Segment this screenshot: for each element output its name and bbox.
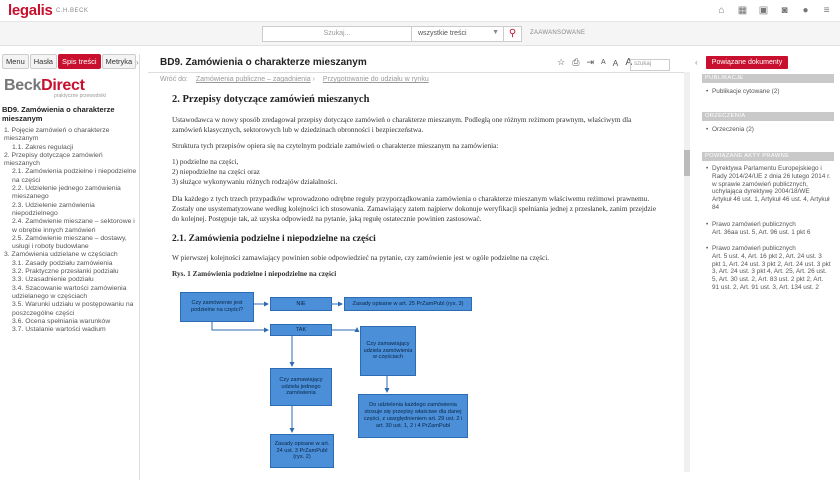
- document-area: [148, 54, 688, 480]
- paragraph: Ustawodawca w nowy sposób zredagował przepisy dotyczące zamówień o charakterze mieszanym. Podległą one różnym reżimom prawnym, właściwym dla zamówień klasycznych, sektorowych lub w dziedzinach obronności i bezpieczeństwa.: [172, 115, 632, 134]
- toc-item[interactable]: 2. Przepisy dotyczące zamówień mieszanych: [4, 151, 103, 168]
- diagram-result-box-1: Do udzielenia każdego zamówienia stosuje się przepisy właściwe dla danej części, z uwzględnieniem art. 29 ust. 2 i art. 30 ust. 1, 2 i 4 PrZamPubl: [358, 394, 468, 438]
- left-tabs: [0, 54, 139, 69]
- enumeration-list: [172, 157, 660, 187]
- user-icon[interactable]: ●: [802, 5, 809, 16]
- toc-item[interactable]: 1.1. Zakres regulacji: [12, 143, 74, 151]
- toc-item[interactable]: niepodzielnego: [12, 209, 58, 217]
- font-medium-icon[interactable]: A: [612, 57, 619, 68]
- diagram-tak-box: TAK: [270, 324, 332, 336]
- toc-item[interactable]: na części: [12, 176, 41, 184]
- toc-item[interactable]: w obrębie innych zamówień: [12, 226, 96, 234]
- advanced-search-link[interactable]: ZAAWANSOWANE: [530, 30, 586, 36]
- chevron-right-icon[interactable]: ›: [136, 58, 139, 67]
- print-icon[interactable]: ⎙: [572, 57, 580, 67]
- top-bar: [0, 0, 840, 22]
- sidebar-link-text: Prawo zamówień publicznych Art. 5 ust. 4, Art. 16 pkt 2, Art. 24 ust. 3 pkt 1, Art. 24 ust. 3 pkt 2, Art. 24 ust. 3 pkt 3, Art. 24 ust. 3 pkt 4, Art. 25, Art. 26 ust. 5, Art. 30 ust. 2, Art. 83 ust. 2 pkt 2, Art. 91 ust. 2, Art. 91 ust. 3, Art. 134 ust. 2: [712, 245, 831, 291]
- toc-item[interactable]: 2.1. Zamówienia podzielne i niepodzielne: [12, 168, 137, 176]
- toc-item[interactable]: 3.5. Warunki udziału w postępowaniu na: [12, 301, 134, 309]
- breadcrumb-link-2[interactable]: Przygotowanie do udziału w rynku: [322, 76, 429, 83]
- search-bar: [0, 22, 840, 46]
- diagram-question-box: Czy zamówienie jest podzielne na części?: [180, 292, 254, 322]
- toc-item[interactable]: mieszanym: [4, 135, 39, 143]
- toc-item[interactable]: 3.2. Praktyczne przesłanki podziału: [12, 268, 119, 276]
- list-item: 2) niepodzielne na części oraz: [172, 167, 260, 176]
- toc-item[interactable]: usługi i roboty budowlane: [12, 243, 89, 251]
- scrollbar-thumb[interactable]: [684, 150, 690, 176]
- logo-subtitle: C.H.BECK: [56, 8, 89, 14]
- search-icon: ⚲: [508, 28, 517, 39]
- sidebar-link-text: Dyrektywa Parlamentu Europejskiego i Rady 2014/24/UE z dnia 26 lutego 2014 r. w sprawie zamówień publicznych, uchylająca dyrektywę 2004/18/WE Artykuł 46 ust. 1, Artykuł 46 ust. 4, Artykuł 84: [712, 165, 831, 211]
- toc-item[interactable]: 3. Zamówienia udzielane w częściach: [4, 251, 118, 259]
- sidebar-link[interactable]: • Orzeczenia (2): [706, 126, 832, 134]
- menu-icon[interactable]: ≡: [823, 5, 830, 16]
- toc-item[interactable]: 2.3. Udzielenie zamówienia: [12, 201, 95, 209]
- tab-1[interactable]: Hasła: [30, 54, 57, 69]
- toc-item[interactable]: 3.1. Zasady podziału zamówienia: [12, 259, 113, 267]
- beck-logo-part: Beck: [4, 77, 42, 94]
- toc-item[interactable]: 3.4. Szacowanie wartości zamówienia: [12, 284, 127, 292]
- breadcrumb: Wróć do: Zamówienia publiczne – zagadnienia › Przygotowanie do udziału w rynku: [160, 76, 429, 83]
- top-icons: [716, 5, 832, 16]
- diagram-question-box-2: Czy zamawiający udziela zamówienia w częściach: [360, 326, 416, 376]
- sidebar-link-text: Orzeczenia (2): [712, 126, 754, 133]
- paragraph: Struktura tych przepisów opiera się na czytelnym podziale zamówień o charakterze mieszanym na zamówienia:: [172, 141, 499, 150]
- chevron-down-icon: ▼: [492, 29, 499, 36]
- toc-item[interactable]: 1. Pojęcie zamówień o charakterze: [4, 127, 110, 134]
- sidebar-link-text: Publikacje cytowane (2): [712, 88, 780, 95]
- search-scope-value: wszystkie treści: [418, 30, 467, 37]
- subsection-title: 2.1. Zamówienia podzielne i niepodzielne na części: [172, 234, 376, 244]
- document-title: BD9. Zamówienia o charakterze mieszanym: [160, 57, 367, 68]
- section-title: 2. Przepisy dotyczące zamówień mieszanych: [172, 94, 370, 105]
- sidebar-link-text: Prawo zamówień publicznych Art. 36aa ust. 5, Art. 96 ust. 1 pkt 6: [712, 221, 811, 236]
- figure-caption: Rys. 1 Zamówienia podzielne i niepodzielne na części: [172, 269, 337, 278]
- diagram-nie-box: NIE: [270, 297, 332, 311]
- document-content: [172, 94, 660, 278]
- search-scope-select[interactable]: [412, 26, 504, 42]
- sidebar-link[interactable]: • Prawo zamówień publicznych Art. 5 ust. 4, Art. 16 pkt 2, Art. 24 ust. 3 pkt 1, Art. 24 ust. 3 pkt 2, Art. 24 ust. 3 pkt 3, Art. 24 ust. 3 pkt 4, Art. 25, Art. 26 ust. 5, Art. 30 ust. 2, Art. 83 ust. 2 pkt 2, Art. 91 ust. 2, Art. 91 ust. 3, Art. 134 ust. 2: [706, 245, 831, 291]
- list-item: 3) służące wykonywaniu różnych rodzajów działalności.: [172, 177, 338, 186]
- toc-item[interactable]: 3.7. Ustalanie wartości wadium: [12, 326, 106, 334]
- search-button[interactable]: [504, 26, 522, 42]
- export-icon[interactable]: ⇥: [586, 57, 594, 67]
- document-toolbar: [557, 57, 632, 68]
- sidebar-link[interactable]: • Dyrektywa Parlamentu Europejskiego i Rady 2014/24/UE z dnia 26 lutego 2014 r. w sprawie zamówień publicznych, uchylająca dyrektywę 2004/18/WE Artykuł 46 ust. 1, Artykuł 46 ust. 4, Artykuł 84: [706, 165, 831, 211]
- toc-item[interactable]: 3.3. Uzasadnienie podziału: [12, 276, 94, 284]
- table-of-contents: [0, 127, 139, 334]
- breadcrumb-link-1[interactable]: Zamówienia publiczne – zagadnienia: [195, 76, 311, 83]
- toc-title[interactable]: BD9. Zamówienia o charakterze mieszanym: [2, 105, 115, 123]
- header-divider: [148, 72, 688, 73]
- section-header-orzeczenia[interactable]: ORZECZENIA: [702, 112, 834, 121]
- section-header-akty-prawne[interactable]: POWIĄZANE AKTY PRAWNE: [702, 152, 834, 161]
- search-input[interactable]: Szukaj...: [262, 26, 412, 42]
- section-header-publikacje[interactable]: PUBLIKACJE: [702, 74, 834, 83]
- list-item: 1) podzielne na części,: [172, 157, 239, 166]
- toc-item[interactable]: 2.4. Zamówienie mieszane – sektorowe i: [12, 218, 135, 226]
- toc-item[interactable]: udzielanego w częściach: [12, 292, 88, 300]
- diagram-nie-result-box: Zasady opisane w art. 25 PrZamPubl (rys. 3): [344, 297, 472, 311]
- camera-icon[interactable]: ◙: [781, 5, 788, 16]
- tab-3[interactable]: Metryka: [102, 54, 137, 69]
- sidebar-link[interactable]: • Publikacje cytowane (2): [706, 88, 832, 96]
- briefcase-icon[interactable]: ▣: [758, 5, 769, 16]
- diagram-result-box-2: Zasady opisane w art. 24 ust. 3 PrZamPubl (rys. 2): [270, 434, 334, 468]
- chevron-left-icon[interactable]: ‹: [695, 58, 698, 67]
- beckdirect-subtitle: praktyczne przewodniki: [54, 93, 106, 99]
- document-search-input[interactable]: szukaj: [630, 59, 670, 71]
- star-icon[interactable]: ☆: [557, 57, 566, 67]
- diagram-question-box-3: Czy zamawiający udziela jednego zamówienia: [270, 368, 332, 406]
- tab-0[interactable]: Menu: [2, 54, 29, 69]
- font-small-icon[interactable]: A: [600, 59, 606, 66]
- breadcrumb-label: Wróć do:: [160, 76, 188, 83]
- toc-item[interactable]: poszczególne części: [12, 309, 75, 317]
- left-panel: [0, 54, 140, 480]
- sidebar-link[interactable]: • Prawo zamówień publicznych Art. 36aa ust. 5, Art. 96 ust. 1 pkt 6: [706, 221, 832, 237]
- direct-logo-part: Direct: [41, 77, 85, 94]
- right-sidebar: [694, 54, 840, 480]
- toc-item[interactable]: 3.6. Ocena spełniania warunków: [12, 317, 111, 325]
- flow-diagram: [172, 284, 612, 474]
- toc-item[interactable]: 2.2. Udzielenie jednego zamówienia: [12, 185, 121, 193]
- legalis-logo[interactable]: legalis: [8, 2, 53, 19]
- grid-icon[interactable]: ▦: [737, 5, 748, 16]
- paragraph: W pierwszej kolejności zamawiający powinien sobie odpowiedzieć na pytanie, czy zamówienie jest w ogóle podzielne na części.: [172, 253, 550, 262]
- home-icon[interactable]: ⌂: [718, 5, 725, 16]
- toc-item[interactable]: mieszanego: [12, 193, 49, 201]
- toc-item[interactable]: 2.5. Zamówienie mieszane – dostawy,: [12, 234, 127, 242]
- font-large-icon[interactable]: A: [625, 57, 632, 68]
- tab-2[interactable]: Spis treści: [58, 54, 101, 69]
- paragraph: Dla każdego z tych trzech przypadków wprowadzono odrębne reguły przyporządkowania zamówienia o charakterze mieszanym właściwemu reżimowi prawnemu. Zostały one usystematyzowane według kolejności ich stosowania. Zamawiający zatem najpierw dokonuje weryfikacji spełniania jednej z przesłanek, zanim przejdzie do kolejnej. Postępuje tak, aż uzyska odpowiedź na pytanie, jaką regułę ostatecznie powinien zastosować.: [172, 194, 657, 223]
- related-documents-button[interactable]: Powiązane dokumenty: [706, 56, 788, 69]
- document-scrollbar[interactable]: [684, 72, 690, 472]
